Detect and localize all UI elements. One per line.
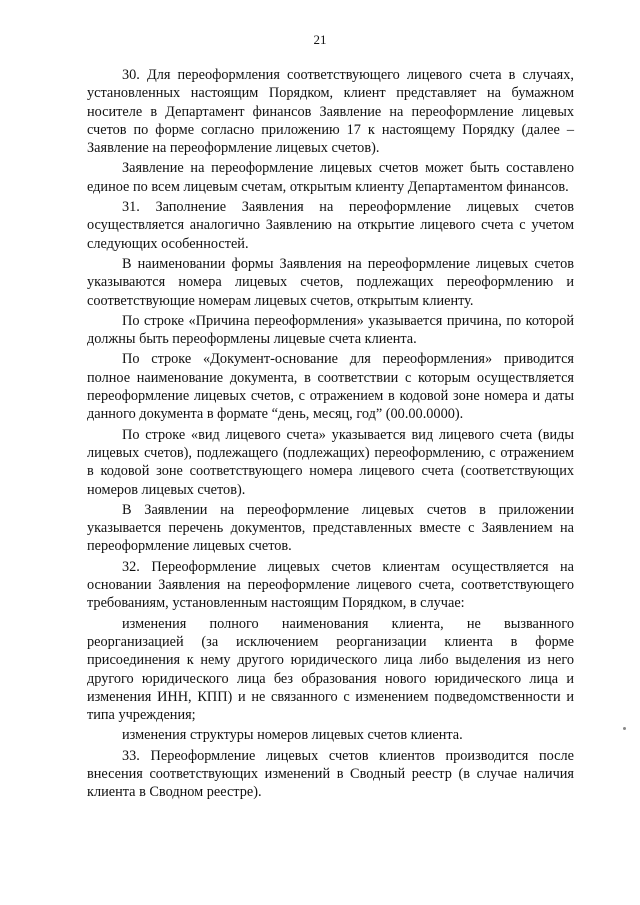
- paragraph-single-application: Заявление на переоформление лицевых счетов может быть составлено единое по всем лицевым счетам, открытым клиенту Департаментом финансов.: [87, 160, 574, 195]
- paragraph-structure-change: изменения структуры номеров лицевых счетов клиента.: [122, 727, 463, 744]
- paragraph-form-name: В наименовании формы Заявления на переоформление лицевых счетов указываются номера лицевых счетов, подлежащих переоформлению и соответствующие номерам лицевых счетов, открытым клиенту.: [87, 255, 574, 309]
- paragraph-account-type: По строке «вид лицевого счета» указывается вид лицевого счета (виды лицевых счетов), подлежащего (подлежащих) переоформлению, с отражением в кодовой зоне соответствующего номера лицевого счета (соответствующих номеров лицевых счетов).: [87, 426, 574, 498]
- page-number: 21: [313, 32, 327, 47]
- document-body: [87, 66, 574, 804]
- paragraph-attachments: В Заявлении на переоформление лицевых счетов в приложении указывается перечень документов, представленных вместе с Заявлением на переоформление лицевых счетов.: [87, 501, 574, 555]
- paragraph-reason-line: По строке «Причина переоформления» указывается причина, по которой должны быть переоформлены лицевые счета клиента.: [87, 312, 574, 348]
- paragraph-basis-document: По строке «Документ-основание для переоформления» приводится полное наименование документа, в соответствии с которым осуществляется переоформление лицевых счетов, с отражением в кодовой зоне номера и даты данного документа в формате “день, месяц, год” (00.00.0000).: [87, 351, 574, 423]
- paragraph-32: 32. Переоформление лицевых счетов клиентам осуществляется на основании Заявления на переоформление лицевого счета, соответствующего требованиям, установленным настоящим Порядком, в случае:: [87, 558, 574, 612]
- paragraph-name-change: изменения полного наименования клиента, не вызванного реорганизацией (за исключением реорганизации клиента в форме присоединения к нему другого юридического лица либо выделения из него другого юридического лица без образования нового юридического лица и изменения ИНН, КПП) и не связанного с изменением подведомственности и типа учреждения;: [87, 615, 574, 724]
- paragraph-31: 31. Заполнение Заявления на переоформление лицевых счетов осуществляется аналогично Заявлению на открытие лицевого счета с учетом следующих особенностей.: [87, 199, 574, 252]
- scan-speck: [623, 727, 626, 730]
- paragraph-33: 33. Переоформление лицевых счетов клиентов производится после внесения соответствующих изменений в Сводный реестр (в случае наличия клиента в Сводном реестре).: [87, 747, 574, 801]
- paragraph-30: 30. Для переоформления соответствующего лицевого счета в случаях, установленных настоящим Порядком, клиент представляет на бумажном носителе в Департамент финансов Заявление на переоформление лицевых счетов по форме согласно приложению 17 к настоящему Порядку (далее – Заявление на переоформление лицевых счетов).: [87, 67, 574, 157]
